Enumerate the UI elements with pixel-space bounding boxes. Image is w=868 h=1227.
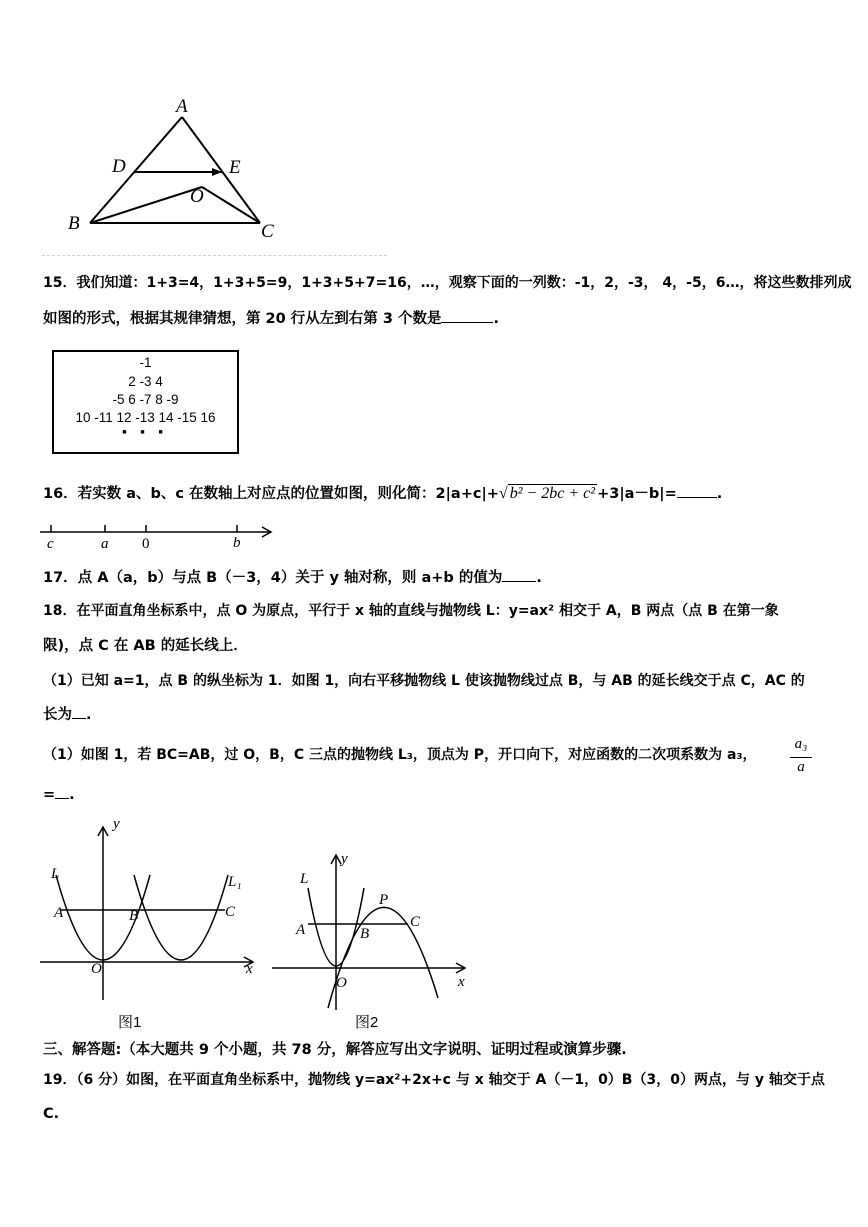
fig1-caption: 图1 [118, 1014, 142, 1031]
answer-blank [677, 497, 717, 498]
label-B: B [68, 213, 80, 234]
fig1-label-L: L [51, 866, 60, 882]
q18-part1b-end: . [86, 707, 92, 723]
answer-blank [55, 798, 69, 799]
fig2-caption: 图2 [355, 1014, 379, 1031]
fig1-label-B: B [129, 908, 139, 924]
sqrt-radicand: b² − 2bc + c² [509, 485, 596, 502]
label-C: C [261, 221, 274, 242]
fig2-label-C: C [410, 914, 421, 930]
fig1-label-L1: L₁ [228, 874, 242, 890]
label-E: E [229, 157, 241, 178]
answer-blank [72, 718, 86, 719]
q16-text-before: 16．若实数 a、b、c 在数轴上对应点的位置如图，则化简：2|a+c|+ [43, 486, 499, 502]
label-D: D [112, 156, 126, 177]
q17-text: 17．点 A（a，b）与点 B（－3，4）关于 y 轴对称，则 a+b 的值为 [43, 570, 503, 586]
q18-part1b [43, 705, 92, 725]
q16-line [43, 484, 722, 504]
q19-line1: 19．（6 分）如图，在平面直角坐标系中，抛物线 y=ax²+2x+c 与 x 轴交于 A（－1，0）B（3，0）两点，与 y 轴交于点 [43, 1072, 825, 1088]
divider [42, 255, 387, 256]
q18-part1b-text: 长为 [43, 707, 72, 723]
fig2-label-B: B [360, 926, 370, 942]
q18-part2a: （1）如图 1，若 BC=AB，过 O，B，C 三点的抛物线 L₃，顶点为 P，开口向下，对应函数的二次项系数为 a₃， [43, 747, 757, 763]
q15-line2 [43, 309, 499, 329]
triangle-row-ellipsis: ■ ■ ■ [122, 429, 169, 436]
triangle-row-2: 2 -3 4 [128, 374, 163, 389]
label-O: O [190, 186, 204, 207]
triangle-row-4: 10 -11 12 -13 14 -15 16 [75, 410, 216, 425]
q18-part1a: （1）已知 a=1，点 B 的纵坐标为 1．如图 1，向右平移抛物线 L 使该抛物线过点 B，与 AB 的延长线交于点 C，AC 的 [43, 673, 805, 689]
q15-line1: 15．我们知道：1+3=4，1+3+5=9，1+3+5+7=16，…，观察下面的一列数：-1，2，-3， 4，-5，6…，将这些数排列成 [43, 275, 852, 291]
fig2-label-P: P [379, 892, 389, 908]
axis-label-b: b [233, 535, 241, 551]
axis-label-0: 0 [142, 536, 150, 552]
fig1-label-C: C [225, 904, 236, 920]
number-line [40, 522, 280, 556]
axis-label-c: c [47, 536, 54, 552]
answer-blank [441, 322, 493, 323]
fraction-numerator: a₃ [794, 736, 808, 752]
number-triangle-box [52, 350, 239, 454]
fig2-label-O: O [336, 975, 347, 991]
triangle-figure [60, 95, 290, 250]
q16-text-after: +3|a－b|= [597, 486, 677, 502]
fig2-label-A: A [296, 922, 306, 938]
q19-line2: C. [43, 1106, 60, 1122]
triangle-row-1: -1 [139, 355, 152, 370]
fig2-label-L: L [300, 871, 309, 887]
q18-part2b-end: . [69, 787, 75, 803]
fig1-label-x: x [246, 961, 253, 977]
sqrt-expression [499, 484, 597, 504]
q15-end: . [493, 311, 499, 327]
q17-end: . [536, 570, 542, 586]
fraction-denominator: a [797, 759, 805, 775]
fig1-label-A: A [54, 905, 64, 921]
answer-blank [502, 581, 536, 582]
q16-end: . [716, 486, 723, 502]
fig2-label-x: x [458, 974, 465, 990]
q18-line1: 18．在平面直角坐标系中，点 O 为原点，平行于 x 轴的直线与抛物线 L：y=ax² 相交于 A，B 两点（点 B 在第一象 [43, 603, 779, 619]
q17-line [43, 568, 542, 588]
fraction-bar [790, 757, 812, 758]
fig2-label-y: y [341, 851, 348, 867]
fig1-label-O: O [91, 961, 102, 977]
q18-part2b-text: = [43, 787, 56, 803]
q18-line2: 限)，点 C 在 AB 的延长线上． [43, 638, 248, 654]
triangle-row-3: -5 6 -7 8 -9 [112, 392, 179, 407]
label-A: A [176, 96, 188, 117]
axis-label-a: a [101, 536, 109, 552]
q15-line2-text: 如图的形式，根据其规律猜想，第 20 行从左到右第 3 个数是 [43, 311, 442, 327]
sqrt-sign: √ [498, 485, 508, 502]
section-3-heading: 三、解答题:（本大题共 9 个小题，共 78 分，解答应写出文字说明、证明过程或演算步骤. [43, 1042, 627, 1058]
q18-part2b [43, 785, 75, 805]
fig1-label-y: y [113, 816, 120, 832]
